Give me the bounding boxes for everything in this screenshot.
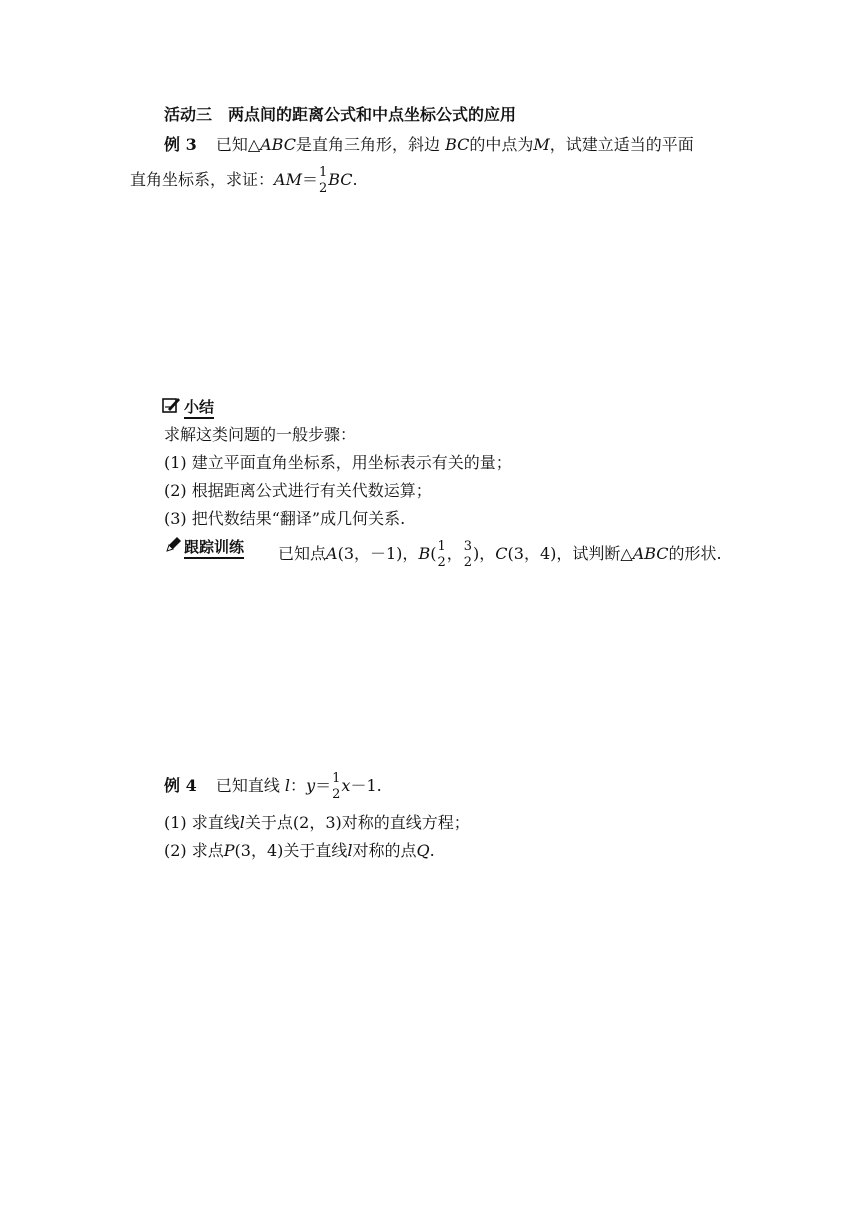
training-tag — [164, 536, 244, 559]
example3-line1 — [164, 134, 694, 156]
point-p: P — [223, 841, 235, 860]
training-problem — [278, 540, 722, 569]
paren: )， — [473, 544, 496, 563]
example3-text: 直角坐标系，求证： — [130, 170, 275, 189]
fraction-one-half — [332, 772, 340, 801]
example3-label: 例 3 — [164, 135, 197, 154]
segment-bc: BC — [445, 135, 470, 154]
summary-step: (2) 根据距离公式进行有关代数运算； — [164, 481, 432, 500]
example4-question2 — [164, 840, 435, 862]
fraction-numerator: 1 — [318, 165, 328, 180]
summary-intro: 求解这类问题的一般步骤： — [164, 425, 357, 444]
fraction-denominator: 2 — [332, 787, 341, 802]
example3-text: ，试建立适当的平面 — [549, 135, 694, 154]
example4-text: 已知直线 — [215, 776, 280, 795]
point-m: M — [533, 135, 550, 154]
fraction-denominator: 2 — [318, 181, 328, 196]
example4-label: 例 4 — [164, 776, 197, 795]
fraction-numerator: 1 — [332, 771, 341, 786]
equals-sign: ＝ — [315, 776, 332, 795]
summary-step: (1) 建立平面直角坐标系，用坐标表示有关的量； — [164, 453, 512, 472]
segment-am: AM — [274, 170, 302, 189]
point-c: C — [495, 544, 508, 563]
point-c-coords: (3，4)，试判断△ — [507, 544, 633, 563]
comma: ， — [446, 544, 463, 563]
fraction-denominator: 2 — [437, 555, 446, 570]
summary-tag-label: 小结 — [184, 398, 214, 419]
line-l: l — [239, 813, 245, 832]
fraction-numerator: 3 — [463, 539, 473, 554]
example3-line2 — [130, 166, 358, 195]
training-tag-label: 跟踪训练 — [184, 538, 244, 559]
triangle-name: ABC — [632, 544, 669, 563]
period: . — [429, 841, 435, 860]
fraction-one-half — [319, 166, 327, 195]
example3-text: 已知△ — [215, 135, 261, 154]
var-y: y — [306, 776, 316, 795]
example4-question1 — [164, 812, 470, 834]
example4-line1 — [164, 772, 382, 801]
point-a-coords: (3，－1)， — [337, 544, 419, 563]
fraction-numerator: 1 — [437, 539, 446, 554]
training-text: 已知点 — [278, 544, 327, 563]
question-text: (1) 求直线 — [164, 813, 240, 832]
summary-step: (3) 把代数结果“翻译”成几何关系. — [164, 509, 406, 528]
fraction-three-halves — [464, 540, 472, 569]
example4-text: －1. — [350, 776, 382, 795]
triangle-name: ABC — [260, 135, 296, 154]
colon: ： — [290, 776, 307, 795]
fraction-one-half — [437, 540, 445, 569]
activity-heading: 活动三 两点间的距离公式和中点坐标公式的应用 — [164, 105, 517, 124]
pencil-icon — [164, 536, 182, 559]
line-l: l — [347, 841, 353, 860]
segment-bc: BC — [328, 170, 353, 189]
point-a: A — [326, 544, 338, 563]
note-pencil-icon — [162, 396, 182, 419]
equals-sign: ＝ — [301, 170, 318, 189]
line-l: l — [284, 776, 291, 795]
point-q: Q — [416, 841, 430, 860]
question-text: 对称的点 — [352, 841, 417, 860]
question-text: (2) 求点 — [164, 841, 224, 860]
period: . — [352, 170, 358, 189]
example3-text: 是直角三角形，斜边 — [295, 135, 440, 154]
point-b: B — [418, 544, 431, 563]
paren: ( — [430, 544, 437, 563]
fraction-denominator: 2 — [463, 555, 473, 570]
question-text: 关于点(2，3)对称的直线方程； — [244, 813, 470, 832]
summary-tag — [162, 396, 214, 419]
var-x: x — [341, 776, 351, 795]
example3-text: 的中点为 — [469, 135, 534, 154]
training-text: 的形状. — [668, 544, 722, 563]
question-text: (3，4)关于直线 — [234, 841, 348, 860]
